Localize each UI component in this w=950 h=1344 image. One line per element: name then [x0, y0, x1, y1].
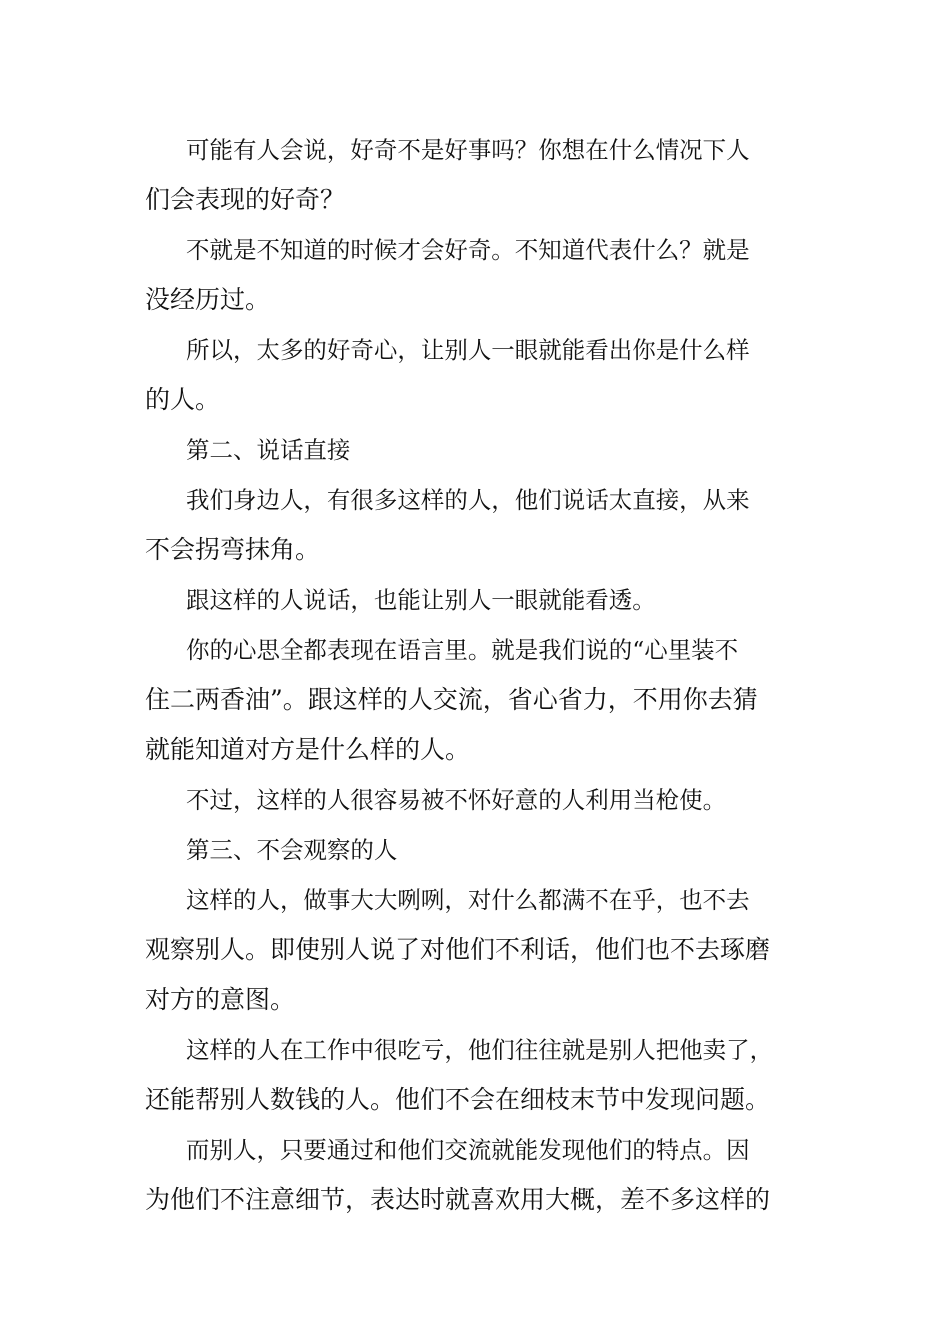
- text-line: 不过，这样的人很容易被不怀好意的人利用当枪使。: [186, 786, 727, 814]
- text-line: 跟这样的人说话，也能让别人一眼就能看透。: [186, 586, 656, 614]
- text-line: 们会表现的好奇？: [145, 185, 346, 214]
- text-line: 你的心思全都表现在语言里。就是我们说的“心里装不: [186, 636, 739, 664]
- text-line: 不就是不知道的时候才会好奇。不知道代表什么？就是: [186, 236, 750, 264]
- section-heading: 第二、说话直接: [186, 436, 351, 464]
- text-line: 不会拐弯抹角。: [145, 535, 321, 564]
- text-line: 为他们不注意细节，表达时就喜欢用大概，差不多这样的: [145, 1185, 771, 1214]
- text-line: 可能有人会说，好奇不是好事吗？你想在什么情况下人: [186, 136, 750, 164]
- text-line: 就能知道对方是什么样的人。: [145, 735, 471, 764]
- text-line: 这样的人在工作中很吃亏，他们往往就是别人把他卖了，: [186, 1036, 774, 1064]
- text-line: 观察别人。即使别人说了对他们不利话，他们也不去琢磨: [145, 935, 771, 964]
- text-line: 对方的意图。: [145, 985, 296, 1014]
- text-line: 所以，太多的好奇心，让别人一眼就能看出你是什么样: [186, 336, 750, 364]
- text-line: 而别人，只要通过和他们交流就能发现他们的特点。因: [186, 1136, 750, 1164]
- text-line: 的人。: [145, 385, 221, 414]
- text-line: 没经历过。: [145, 285, 271, 314]
- text-line: 我们身边人，有很多这样的人，他们说话太直接，从来: [186, 486, 750, 514]
- text-line: 这样的人，做事大大咧咧，对什么都满不在乎，也不去: [186, 886, 750, 914]
- text-line: 住二两香油”。跟这样的人交流，省心省力，不用你去猜: [145, 685, 758, 714]
- text-line: 还能帮别人数钱的人。他们不会在细枝末节中发现问题。: [145, 1085, 771, 1114]
- section-heading: 第三、不会观察的人: [186, 836, 398, 864]
